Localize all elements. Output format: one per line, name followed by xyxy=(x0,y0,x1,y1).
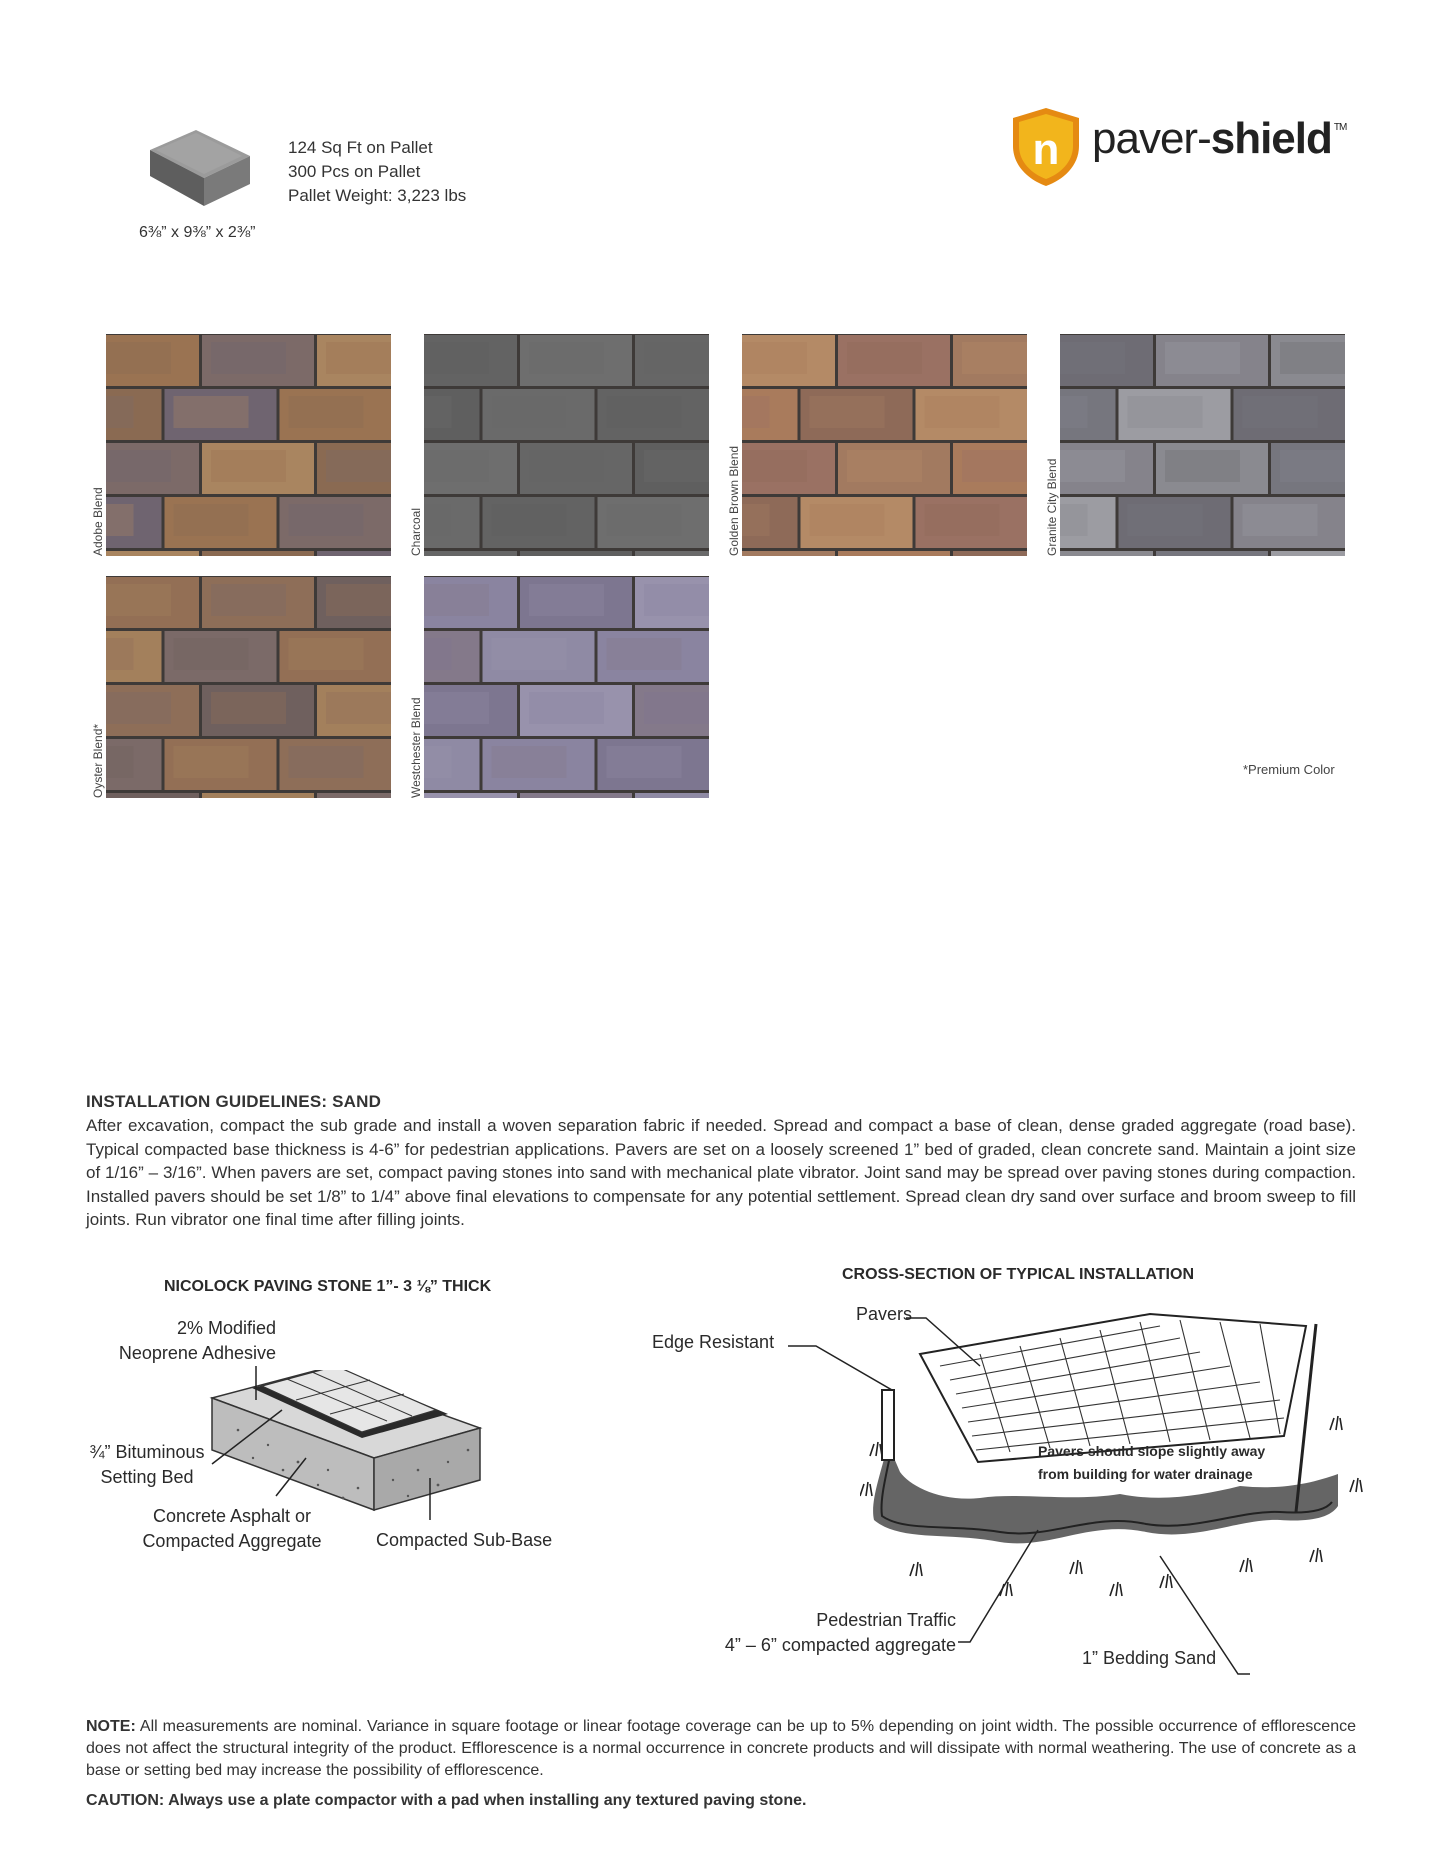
note-paragraph xyxy=(86,1716,1356,1782)
label-bituminous: ¾” Bituminous Setting Bed xyxy=(89,1442,205,1487)
swatch-label-golden-brown-blend: Golden Brown Blend xyxy=(727,445,741,556)
note-label: NOTE: xyxy=(86,1718,136,1735)
swatch-label-oyster-blend: Oyster Blend* xyxy=(91,723,105,798)
label-subbase: Compacted Sub-Base xyxy=(376,1530,553,1550)
paver-dimensions: 6⅜” x 9⅜” x 2⅜” xyxy=(139,224,256,241)
caution-text: CAUTION: Always use a plate compactor with a pad when installing any textured paving stone. xyxy=(86,1792,807,1809)
logo-wordmark xyxy=(1092,114,1346,164)
label-adhesive: 2% Modified Neoprene Adhesive xyxy=(118,1318,276,1363)
left-leader-lines xyxy=(0,0,600,1600)
right-diagram-title: CROSS-SECTION OF TYPICAL INSTALLATION xyxy=(842,1266,1194,1283)
swatch-granite-city-blend xyxy=(1060,334,1345,556)
swatch-label-charcoal: Charcoal xyxy=(409,507,423,556)
label-slope-note: Pavers should slope slightly away from building for water drainage xyxy=(1038,1443,1266,1482)
swatch-label-westchester-blend: Westchester Blend xyxy=(409,697,423,798)
spec-coverage: 124 Sq Ft on Pallet xyxy=(288,138,433,157)
installation-body: After excavation, compact the sub grade and install a woven separation fabric if needed. Spread and compact a base of clean, dense graded aggregate (road base). Typical compacted base thickness is 4-6” for pedestrian applications. Pavers are set on a loosely screened 1” bed of graded, clean concrete sand. Maintain a joint size of 1/16” – 3/16”. When pavers are set, compact paving stones into sand with mechanical plate vibrator. Joint sand may be spread over paving stones during compaction. Installed pavers should be set 1/8” to 1/4” above final elevations to compensate for any potential settlement. Spread clean dry sand over surface and broom sweep to fill joints. Run vibrator one final time after filling joints. xyxy=(86,1116,1356,1230)
logo-text-bold: shield xyxy=(1210,114,1332,163)
installation-title: INSTALLATION GUIDELINES: SAND xyxy=(86,1092,382,1111)
right-leader-lines xyxy=(640,1280,1260,1680)
label-edge-resistant: Edge Resistant xyxy=(652,1332,775,1352)
shield-icon xyxy=(1005,104,1087,190)
label-concrete: Concrete Asphalt or Compacted Aggregate xyxy=(142,1506,322,1551)
left-diagram-title: NICOLOCK PAVING STONE 1”- 3 ⅛” THICK xyxy=(164,1278,492,1295)
label-pavers: Pavers xyxy=(856,1304,913,1324)
label-bedding-sand: 1” Bedding Sand xyxy=(1082,1648,1217,1668)
logo-text-regular: paver- xyxy=(1092,114,1211,163)
swatch-label-adobe-blend: Adobe Blend xyxy=(91,487,105,556)
swatch-golden-brown-blend xyxy=(742,334,1027,556)
logo-tm: TM xyxy=(1333,122,1347,133)
spec-pieces: 300 Pcs on Pallet xyxy=(288,162,421,181)
note-text: All measurements are nominal. Variance in square footage or linear footage coverage can be up to 5% depending on joint width. The possible occurrence of efflorescence does not affect the structural integrity of the product. Efflorescence is a normal occurrence in concrete products and will dissipate with normal weathering. The use of concrete as a base or setting bed may increase the possibility of efflorescence. xyxy=(86,1718,1357,1779)
svg-text:n: n xyxy=(1032,125,1060,174)
premium-color-note: *Premium Color xyxy=(1243,762,1335,777)
spec-weight: Pallet Weight: 3,223 lbs xyxy=(288,186,467,205)
swatch-label-granite-city-blend: Granite City Blend xyxy=(1045,458,1059,556)
label-pedestrian: Pedestrian Traffic 4” – 6” compacted aggregate xyxy=(724,1610,956,1655)
